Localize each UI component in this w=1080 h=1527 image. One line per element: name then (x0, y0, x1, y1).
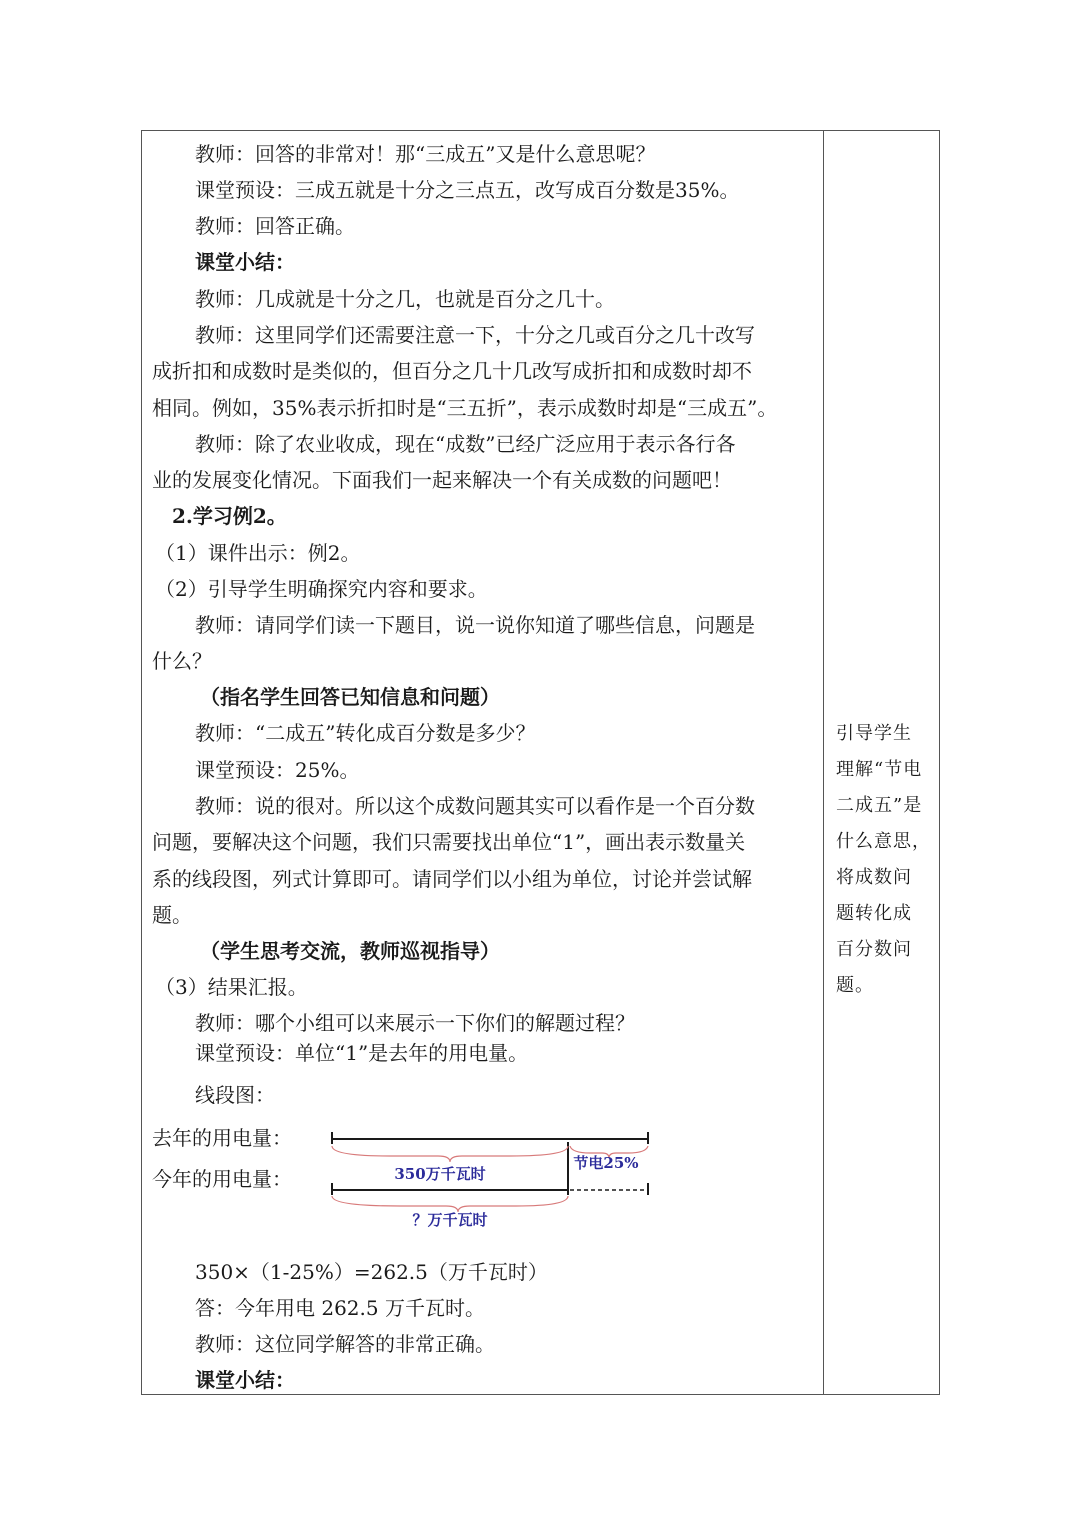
text-line: 教师：回答的非常对！那“三成五”又是什么意思呢？ (195, 142, 656, 166)
text-line: （指名学生回答已知信息和问题） (200, 685, 500, 709)
answer: 答：今年用电 262.5 万千瓦时。 (195, 1296, 485, 1320)
text-line: 教师：回答正确。 (195, 214, 355, 238)
text-line: 教师：几成就是十分之几，也就是百分之几十。 (195, 287, 615, 311)
formula: 350×（1-25%）=262.5（万千瓦时） (195, 1260, 548, 1284)
side-note-line: 百分数问 (836, 939, 912, 960)
unknown-label: ？万千瓦时 (412, 1211, 488, 1229)
side-note-line: 什么意思， (836, 831, 931, 852)
text-line: 系的线段图，列式计算即可。请同学们以小组为单位，讨论并尝试解 (152, 867, 752, 891)
value-this-year: 350万千瓦时 (394, 1165, 486, 1183)
text-line: 问题，要解决这个问题，我们只需要找出单位“1”，画出表示数量关 (152, 830, 746, 854)
side-note-line: 将成数问 (836, 867, 912, 888)
text-line: 线段图： (195, 1083, 275, 1107)
side-note-line: 题。 (836, 975, 874, 996)
column-divider (823, 130, 824, 1395)
section-heading: 课堂小结： (195, 1368, 295, 1392)
text-line: （学生思考交流，教师巡视指导） (200, 939, 500, 963)
side-note-line: 理解“节电 (836, 759, 923, 780)
line-segment-diagram (320, 1122, 665, 1237)
text-line: 教师：这位同学解答的非常正确。 (195, 1332, 495, 1356)
text-line: （2）引导学生明确探究内容和要求。 (155, 577, 488, 601)
text-line: 题。 (152, 903, 192, 927)
side-note-line: 题转化成 (836, 903, 912, 924)
text-line: 教师：说的很对。所以这个成数问题其实可以看作是一个百分数 (195, 794, 755, 818)
saving-label: 节电25% (573, 1154, 639, 1172)
text-line: （1）课件出示：例2。 (155, 541, 361, 565)
side-note-line: 引导学生 (836, 723, 912, 744)
text-line: 教师：哪个小组可以来展示一下你们的解题过程？ (195, 1011, 635, 1035)
text-line: （3）结果汇报。 (155, 975, 308, 999)
side-note-line: 二成五”是 (836, 795, 923, 816)
text-line: 什么？ (152, 649, 212, 673)
text-line: 相同。例如，35%表示折扣时是“三五折”，表示成数时却是“三成五”。 (152, 396, 778, 420)
text-line: 课堂预设：单位“1”是去年的用电量。 (195, 1041, 529, 1065)
text-line: 课堂预设：25%。 (195, 758, 360, 782)
text-line: 教师：“二成五”转化成百分数是多少？ (195, 721, 536, 745)
section-heading: 课堂小结： (195, 250, 295, 274)
section-heading: 2.学习例2。 (172, 504, 287, 528)
text-line: 教师：请同学们读一下题目，说一说你知道了哪些信息，问题是 (195, 613, 755, 637)
text-line: 成折扣和成数时是类似的，但百分之几十几改写成折扣和成数时却不 (152, 359, 752, 383)
text-line: 教师：除了农业收成，现在“成数”已经广泛应用于表示各行各 (195, 432, 736, 456)
text-line: 课堂预设：三成五就是十分之三点五，改写成百分数是35%。 (195, 178, 740, 202)
label-this-year: 今年的用电量： (152, 1167, 292, 1191)
text-line: 教师：这里同学们还需要注意一下，十分之几或百分之几十改写 (195, 323, 755, 347)
side-note (836, 716, 931, 1004)
label-last-year: 去年的用电量： (152, 1126, 292, 1150)
text-line: 业的发展变化情况。下面我们一起来解决一个有关成数的问题吧！ (152, 468, 732, 492)
